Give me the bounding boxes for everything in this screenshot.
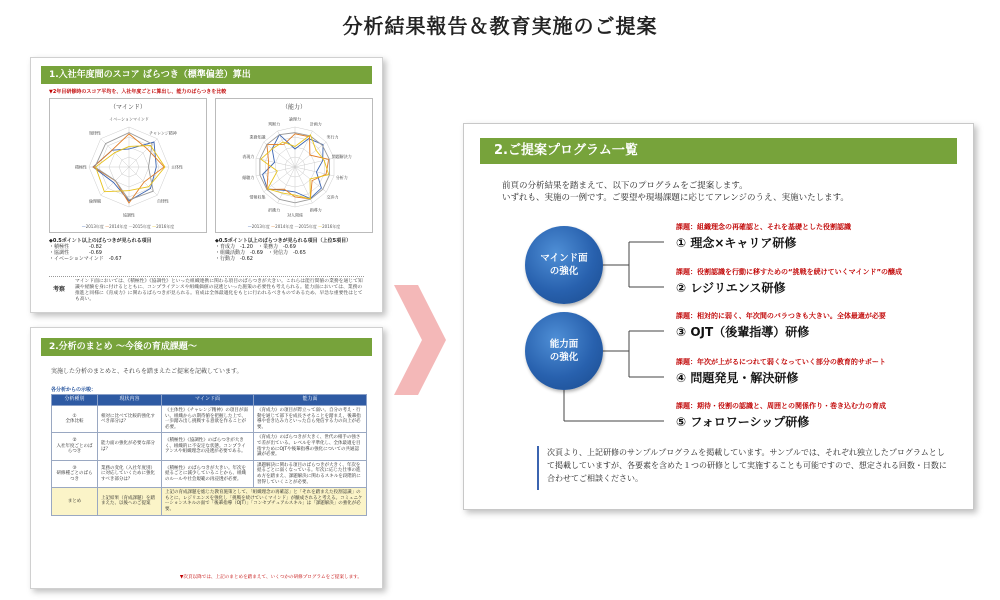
radar-axis-label: 計画力 — [309, 121, 322, 127]
slide2-footer: ▼次頁以降では、上記のまとめを踏まえて、いくつかの研修プログラムをご提案します。 — [179, 575, 362, 580]
radar-axis-label: 自律性 — [156, 198, 169, 204]
slide1-summary — [49, 276, 364, 306]
slide2-intro: 実施した分析のまとめと、それらを踏まえたご提案を記載しています。 — [51, 368, 243, 375]
slide2-subhead: 各分析からの示唆： — [51, 387, 97, 393]
radar-axis-label: 折衝力 — [268, 207, 281, 213]
slide-program-list — [463, 123, 974, 510]
page-title: 分析結果報告＆教育実施のご提案 — [342, 14, 658, 38]
program-item: 課題：相対的に弱く、年次間のバラつきも大きい。全体最適が必要 ③ OJT（後輩指導）研修 — [676, 312, 886, 339]
radar-axis-label: 情報収集 — [249, 194, 266, 200]
radar-axis-label: 業務知識 — [249, 134, 266, 140]
table-row: ① 全体比較 相対に比べて比較的強化すべき部分は？ 《主体性》《チャレンジ精神》の項目が弱い。組織からの期待値を把握した上で、一歩踏み出し挑戦する意欲を作ることが必要。 《育成力》の項目が際立って弱い。自分の考え・行動を通じて部下を成長させることを踏まえ、後輩指導や巻き込み力といった自ら発信する力の向上が必要。 — [52, 406, 367, 433]
radar-axis-label: 論理力 — [289, 116, 301, 122]
radar-mind-legend: —2013年度 —2014年度 —2015年度 —2016年度 — [81, 224, 175, 229]
table-row: ② 入社年度ごとのばらつき 能力面の強化が必要な部分は？ 《積極性》《協調性》のばらつきが大きく、組織的に不安定な状態。コンプライアンスや組織理念の浸透が必要である。 《育成力》のばらつきが大きく、世代の相手の強さで差が出ている。レベルを平準化し、全体最適を目指すためにOJTや後輩指導の強化についての共通認識が必要。 — [52, 433, 367, 460]
radar-axis-label: 傾聴力 — [242, 175, 255, 181]
program-item: 課題：組織理念の再確認と、それを基礎とした役割認識 ① 理念×キャリア研修 — [676, 223, 851, 250]
program-item: 課題：役割認識を行動に移すための“挑戦を続けていくマインド”の醸成 ② レジリエンス研修 — [676, 268, 903, 295]
table-row: ③ 研修種ごとのばらつき 業務の変化（入社年度別）に対応していくために強化すべき部分は？ 《積極性》のばらつきが大きい。年次を経るごとに減少していることから、組織のルールや社会規範の再浸透が必要。 課題解決に関わる項目のばらつきが大きく、年次を経るごとに弱くなっている。年次に応じた仕事の進め方を踏まえ、課題解決に関わるスキルを段階的に習得していくことが必要。 — [52, 460, 367, 487]
radar-axis-label: イベーションマインド — [109, 116, 149, 122]
stats-ability: ◆0.5ポイント以上のばらつきが見られる項目（上位5項目） ・育成力 -1.20 ・業務力 -0.69 ・組織活動力 -0.69 ・発信力 -0.65 ・行動力 -0.62 — [215, 238, 352, 262]
radar-chart-ability — [215, 98, 373, 233]
mind-strengthening-circle: マインド面 の強化 — [525, 226, 603, 304]
radar-chart-mind — [49, 98, 207, 233]
radar-axis-label: チャレンジ精神 — [149, 130, 177, 136]
radar-axis-label: 問題解決力 — [331, 153, 352, 159]
slide2-title: 2.分析のまとめ ～今後の育成課題～ — [41, 338, 372, 356]
radar-axis-label: 判断力 — [268, 121, 281, 127]
right-arrow-icon — [394, 285, 446, 395]
radar-ability-title: （能力） — [281, 104, 306, 111]
stats-mind: ◆0.5ポイント以上のばらつきが見られる項目 ・積極性 -0.82 ・協調性 -0.69 ・イベーションマインド -0.67 — [49, 238, 152, 262]
slide-analysis-summary — [30, 327, 383, 589]
radar-axis-label: 指導力 — [309, 207, 322, 213]
slide3-title: 2.ご提案プログラム一覧 — [480, 138, 957, 164]
radar-axis-label: 主体性 — [171, 164, 183, 170]
slide1-note: ▼2年目研修時のスコア平均を、入社年度ごとに算出し、能力のばらつきを比較 — [49, 89, 227, 95]
radar-axis — [278, 167, 295, 203]
slide3-intro: 前頁の分析結果を踏まえて、以下のプログラムをご提案します。 いずれも、実施の一例です。ご要望や現場課題に応じてアレンジのうえ、実施いたします。 — [502, 181, 849, 203]
radar-axis-label: 交渉力 — [326, 194, 339, 200]
slide3-footer: 次頁より、上記研修のサンプルプログラムを掲載しています。サンプルでは、それぞれ独立したプログラムとして掲載していますが、各要素を含めた１つの研修として実施することも可能ですので、想定される回数・日数に合わせてご相談ください。 — [537, 446, 947, 490]
radar-axis-label: 対人関係 — [287, 212, 303, 218]
summary-text: マインド面においては、《積極性》《協調性》といった組織連携に関わる項目のばらつきが大きい。これらは能行間値の業務を通じて知識や経験を身に付けるとともに、コンプライアンスや組織価値の浸透といった施策の必要性も考えられる。能力面においては、業務の推進と同様に《育成力》に関わるばらつきが見られる。育成は全体最適化をもとに行われるべきものであるため、早急な重要性はとても高い。 — [75, 279, 363, 302]
program-item: 課題：期待・役割の認識と、周囲との関係作り・巻き込む力の育成 ⑤ フォロワーシップ研修 — [676, 402, 886, 429]
radar-axis-label: 協調性 — [123, 212, 135, 218]
radar-ability-legend: —2013年度 —2014年度 —2015年度 —2016年度 — [247, 224, 341, 229]
summary-tag: 考察 — [53, 286, 66, 293]
radar-mind-title: （マインド） — [110, 104, 146, 111]
radar-axis-label: 規律性 — [89, 130, 102, 136]
radar-axis-label: 実行力 — [326, 134, 339, 140]
analysis-table — [51, 394, 367, 516]
radar-mind-svg — [50, 99, 208, 234]
slide-score-variance — [30, 57, 383, 313]
slide1-title: 1.入社年度間のスコア ばらつき（標準偏差）算出 — [41, 66, 372, 84]
table-row-summary: まとめ 上記結果（育成課題）を踏まえた、以後へのご提案 上記の育成課題を総じた教育施策として、「組織理念の再確認」と「それを踏まえた役割認識」のもとに、レジリエンスを強化し「挑戦を続けていくマインド」が醸成されると考える。コミュニケーションスキルの面で「後輩指導（OJT）」「コンセプチュアルスキル」は「課題解決」の強化が必要。 — [52, 488, 367, 515]
radar-axis-label: 表現力 — [242, 153, 255, 159]
radar-axis-label: 分析力 — [335, 175, 348, 181]
table-header-row: 分析種別 現状内容 マインド面 能力面 — [52, 395, 367, 406]
ability-strengthening-circle: 能力面 の強化 — [525, 312, 603, 390]
radar-axis-label: 積極性 — [75, 164, 87, 170]
radar-axis-label: 倫理観 — [89, 198, 102, 204]
radar-ability-svg — [216, 99, 374, 234]
program-item: 課題：年次が上がるにつれて弱くなっていく部分の教育的サポート ④ 問題発見・解決研修 — [676, 358, 886, 385]
